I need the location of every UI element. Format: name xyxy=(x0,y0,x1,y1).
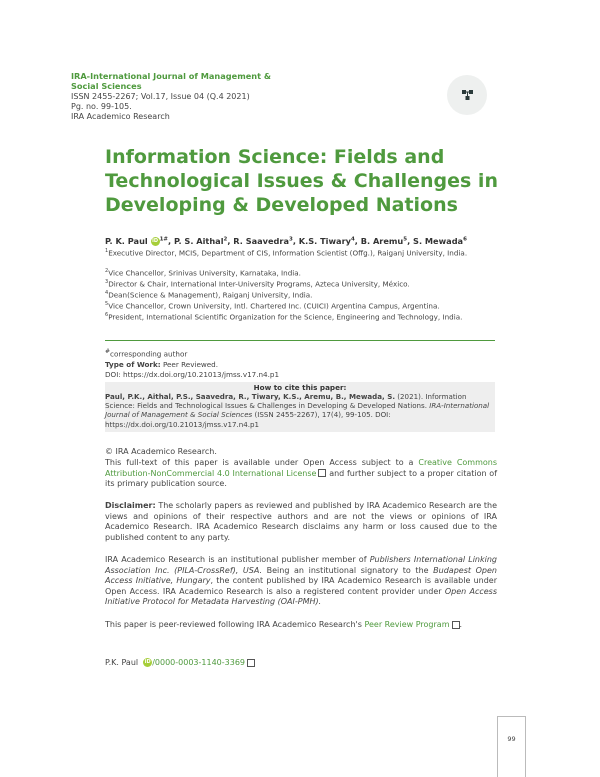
footer-author-name: P.K. Paul xyxy=(105,658,139,667)
peer-review-link[interactable]: Peer Review Program xyxy=(364,620,450,629)
peer-end: . xyxy=(459,620,463,629)
affiliation-text: Vice Chancellor, Srinivas University, Karnataka, India. xyxy=(108,268,301,278)
journal-name-line2: Social Sciences xyxy=(71,80,142,91)
author-3[interactable]: R. Saavedra xyxy=(233,236,289,246)
author-2[interactable]: P. S. Aithal xyxy=(173,236,224,246)
work-type xyxy=(105,360,218,369)
license-link[interactable]: Creative Commons Attribution-NonCommercial 4.0 International License xyxy=(105,458,498,478)
citation-heading: How to cite this paper: xyxy=(253,383,347,392)
affiliation-text: Director & Chair, International Inter-University Programs, Azteca University, México. xyxy=(108,279,410,289)
author-5[interactable]: B. Aremu xyxy=(360,236,404,246)
orcid-link[interactable]: /0000-0003-1140-3369 xyxy=(152,658,246,667)
author-1-sup: 1# xyxy=(159,236,168,243)
license-paragraph xyxy=(105,458,497,490)
peer-text: This paper is peer-reviewed following IRA Academico Research's xyxy=(105,620,362,629)
affiliation-text: Vice Chancellor, Crown University, Intl. Chartered Inc. (CUICI) Argentina Campus, Argentina. xyxy=(108,301,440,311)
network-logo-icon xyxy=(447,75,487,115)
page-number: 99 xyxy=(507,735,516,743)
disclaimer-paragraph xyxy=(105,501,497,543)
journal-name-line1: IRA-International Journal of Management & xyxy=(71,71,272,81)
member-text-2: Being an institutional signatory to the xyxy=(266,565,429,575)
affiliation-num: 4 xyxy=(105,290,109,296)
author-1[interactable]: P. K. Paul xyxy=(105,236,148,246)
author-6[interactable]: S. Mewada xyxy=(413,236,464,246)
orcid-icon[interactable]: iD xyxy=(144,659,151,665)
member-italic-3: Open Access Initiative Protocol for Metadata Harvesting (OAI-PMH). xyxy=(105,586,497,607)
citation-tail: (ISSN 2455-2267), 17(4), 99-105. DOI: https://dx.doi.org/10.21013/jmss.v17.n4.p1 xyxy=(105,410,391,429)
work-type-label: Type of Work: xyxy=(105,360,161,369)
member-italic-1: Publishers International Linking Association Inc. (PILA-CrossRef), USA. xyxy=(105,555,498,575)
orcid-icon[interactable]: iD xyxy=(152,238,158,244)
affiliation-4 xyxy=(105,289,500,300)
affiliation-6 xyxy=(105,311,500,322)
external-link-icon[interactable] xyxy=(452,621,460,629)
member-text-1: IRA Academico Research is an institutional publisher member of xyxy=(105,555,367,564)
author-2-sup: 2 xyxy=(223,236,228,243)
peer-review-line xyxy=(105,620,497,631)
publisher-logo xyxy=(447,75,487,115)
page-number-box xyxy=(497,716,526,777)
license-text-1: This full-text of this paper is available under Open Access subject to a xyxy=(105,458,414,467)
affiliation-1 xyxy=(105,247,500,258)
member-text-3: , the content published by IRA Academico Research is available under Open Access. IRA Academico Research is also a registered content provider under xyxy=(105,576,497,596)
affiliation-num: 2 xyxy=(105,268,109,274)
author-list: P. K. Paul iD $^{1\#}$, P. S. Aithal$^2$, R. Saavedra$^3$, K.S. Tiwary$^4$, B. Aremu$^5$, S. Mewada$^6$ xyxy=(105,236,467,246)
corresponding-mark: # xyxy=(105,348,111,355)
disclaimer-text: The scholarly papers as reviewed and published by IRA Academico Research are the views and opinions of their respective authors and are not the views or opinions of IRA Academico Research. IRA Academico Research disclaims any harm or loss caused due to the published content to any party. xyxy=(105,501,497,542)
citation-journal: IRA-International Journal of Management & Social Sciences xyxy=(105,401,490,420)
author-4-sup: 4 xyxy=(350,236,355,243)
pages-line: Pg. no. 99-105. xyxy=(71,102,132,111)
affiliation-num: 6 xyxy=(105,312,109,318)
affiliation-num: 5 xyxy=(105,301,109,307)
member-italic-2: Budapest Open Access Initiative, Hungary xyxy=(105,565,497,586)
affiliation-text: Executive Director, MCIS, Department of CIS, Information Scientist (Offg.), Raiganj University, India. xyxy=(108,248,468,258)
doi-line[interactable]: DOI: https://dx.doi.org/10.21013/jmss.v17.n4.p1 xyxy=(105,370,280,379)
divider xyxy=(105,340,495,341)
citation-rest: (2021). Information Science: Fields and Technological Issues & Challenges in Developing & Developed Nations. xyxy=(105,392,467,411)
citation-authors: Paul, P.K., Aithal, P.S., Saavedra, R., Tiwary, K.S., Aremu, B., Mewada, S. xyxy=(105,392,396,401)
affiliation-text: President, International Scientific Organization for the Science, Engineering and Technology, India. xyxy=(108,312,463,322)
affiliation-num: 3 xyxy=(105,279,109,285)
external-link-icon[interactable] xyxy=(247,659,255,667)
citation-text xyxy=(105,392,495,429)
author-6-sup: 6 xyxy=(463,236,467,243)
license-text-2: and further subject to a proper citation of its primary publication source. xyxy=(105,468,498,489)
affiliation-text: Dean(Science & Management), Raiganj University, India. xyxy=(108,290,313,300)
work-type-value: Peer Reviewed. xyxy=(162,360,219,369)
external-link-icon[interactable] xyxy=(318,469,326,477)
author-5-sup: 5 xyxy=(403,236,408,243)
publisher-line: IRA Academico Research xyxy=(71,112,170,121)
affiliation-num: 1 xyxy=(105,248,109,254)
journal-name xyxy=(71,72,291,91)
corresponding-text: corresponding author xyxy=(110,349,188,359)
paper-title: Information Science: Fields and Technological Issues & Challenges in Developing & Developed Nations xyxy=(105,146,498,216)
member-paragraph xyxy=(105,555,497,608)
author-3-sup: 3 xyxy=(288,236,293,243)
footer-author xyxy=(105,658,255,667)
copyright-line: © IRA Academico Research. xyxy=(105,447,217,456)
affiliation-3 xyxy=(105,278,500,289)
affiliation-2 xyxy=(105,267,500,278)
affiliation-5 xyxy=(105,300,500,311)
disclaimer-label: Disclaimer: xyxy=(105,501,156,510)
corresponding-note xyxy=(105,347,187,359)
author-4[interactable]: K.S. Tiwary xyxy=(298,236,351,246)
issn-line: ISSN 2455-2267; Vol.17, Issue 04 (Q.4 2021) xyxy=(71,92,250,101)
